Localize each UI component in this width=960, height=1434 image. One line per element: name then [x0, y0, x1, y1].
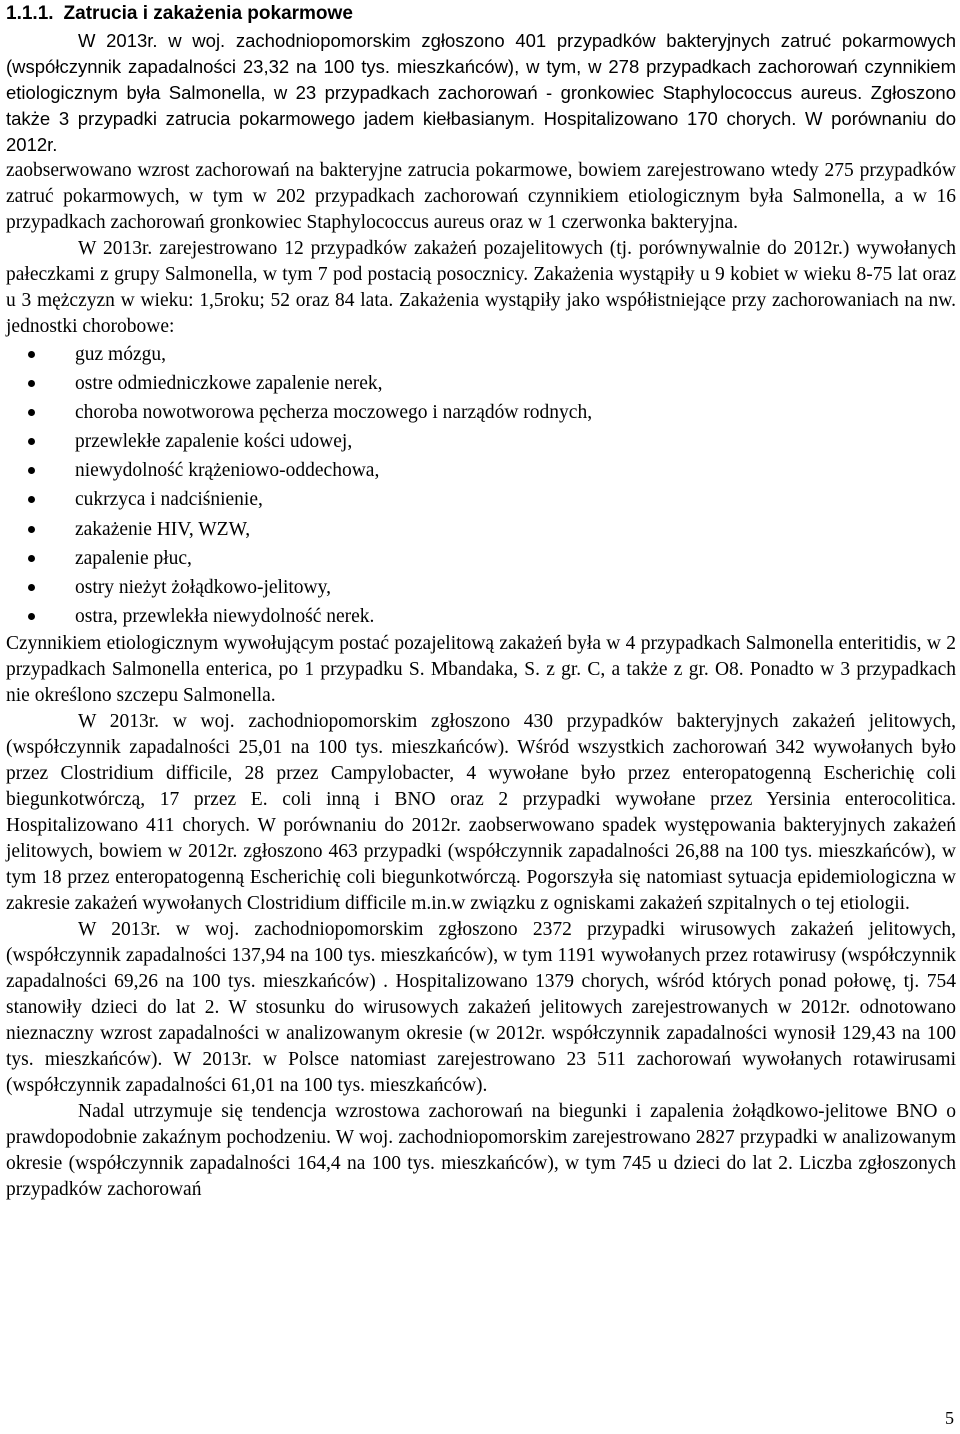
- paragraph-food-poisoning-2013: W 2013r. w woj. zachodniopomorskim zgłoszono 401 przypadków bakteryjnych zatruć pokarmowych (współczynnik zapadalności 23,32 na 100 tys. mieszkańców), w tym, w 278 przypadkach zachorowań czynnikiem etiologicznym była Salmonella, w 23 przypadkach zachorowań - gronkowiec Staphylococcus aureus. Zgłoszono także 3 przypadki zatrucia pokarmowego jadem kiełbasianym. Hospitalizowano 170 chorych. W porównaniu do 2012r.: [6, 29, 956, 155]
- paragraph-food-poisoning-comparison: zaobserwowano wzrost zachorowań na bakteryjne zatrucia pokarmowe, bowiem zarejestrowano wtedy 275 przypadków zatruć pokarmowych, w tym w 202 przypadkach zachorowań czynnikiem etiologicznym była Salmonella, a w 16 przypadkach zachorowań gronkowiec Staphylococcus aureus oraz w 1 czerwonka bakteryjna.: [6, 159, 956, 233]
- page-number: 5: [945, 1408, 954, 1428]
- section-number: 1.1.1.: [6, 3, 54, 24]
- bullet-icon: [28, 526, 35, 533]
- bullet-icon: [28, 467, 35, 474]
- list-item: choroba nowotworowa pęcherza moczowego i narządów rodnych,: [6, 398, 956, 427]
- paragraph-etiology: Czynnikiem etiologicznym wywołującym postać pozajelitową zakażeń była w 4 przypadkach Salmonella enteritidis, w 2 przypadkach Salmonella enterica, po 1 przypadku S. Mbandaka, S. z gr. C, a także z gr. O8. Ponadto w 3 przypadkach nie określono szczepu Salmonella.: [6, 633, 956, 707]
- list-item: zapalenie płuc,: [6, 544, 956, 573]
- bullet-icon: [28, 438, 35, 445]
- list-item: niewydolność krążeniowo-oddechowa,: [6, 456, 956, 485]
- document-body: [6, 28, 956, 1204]
- bullet-icon: [28, 380, 35, 387]
- list-item: przewlekłe zapalenie kości udowej,: [6, 427, 956, 456]
- list-item: ostre odmiedniczkowe zapalenie nerek,: [6, 369, 956, 398]
- bullet-icon: [28, 351, 35, 358]
- section-title: Zatrucia i zakażenia pokarmowe: [63, 3, 353, 24]
- paragraph-bacterial-intestinal-infections: W 2013r. w woj. zachodniopomorskim zgłoszono 430 przypadków bakteryjnych zakażeń jelitowych, (współczynnik zapadalności 25,01 na 100 tys. mieszkańców). Wśród wszystkich zachorowań 342 wywołanych było przez Clostridium difficile, 28 przez Campylobacter, 4 wywołane było przez enteropatogenną Escherichię coli biegunkotwórczą, 17 przez E. coli inną i BNO oraz 2 przypadki wywołane przez Yersinia enterocolitica. Hospitalizowano 411 chorych. W porównaniu do 2012r. zaobserwowano spadek występowania bakteryjnych zakażeń jelitowych, bowiem w 2012r. zgłoszono 463 przypadki (współczynnik zapadalności 26,88 na 100 tys. mieszkańców), w tym 18 przez enteropatogenną Escherichię coli biegunkotwórczą. Pogorszyła się natomiast sytuacja epidemiologiczna w zakresie zakażeń wywołanych Clostridium difficile m.in.w związku z ogniskami zakażeń szpitalnych o tej etiologii.: [6, 711, 956, 915]
- list-item: ostry nieżyt żołądkowo-jelitowy,: [6, 573, 956, 602]
- paragraph-extraintestinal-infections: W 2013r. zarejestrowano 12 przypadków zakażeń pozajelitowych (tj. porównywalnie do 2012r.) wywołanych pałeczkami z grupy Salmonella, w tym 7 pod postacią posocznicy. Zakażenia wystąpiły u 9 kobiet w wieku 8-75 lat oraz u 3 mężczyzn w wieku: 1,5roku; 52 oraz 84 lata. Zakażenia wystąpiły jako współistniejące przy zachorowaniach na nw. jednostki chorobowe:: [6, 237, 956, 337]
- bullet-icon: [28, 613, 35, 620]
- list-item: guz mózgu,: [6, 340, 956, 369]
- disease-list: [6, 340, 956, 632]
- section-heading: [6, 2, 956, 26]
- bullet-icon: [28, 584, 35, 591]
- bullet-icon: [28, 555, 35, 562]
- paragraph-diarrhea-trend: Nadal utrzymuje się tendencja wzrostowa zachorowań na biegunki i zapalenia żołądkowo-jelitowe BNO o prawdopodobnie zakaźnym pochodzeniu. W woj. zachodniopomorskim zarejestrowano 2827 przypadki w analizowanym okresie (współczynnik zapadalności 164,4 na 100 tys. mieszkańców), w tym 745 u dzieci do lat 2. Liczba zgłoszonych przypadków zachorowań: [6, 1101, 956, 1201]
- bullet-icon: [28, 496, 35, 503]
- bullet-icon: [28, 409, 35, 416]
- list-item: cukrzyca i nadciśnienie,: [6, 485, 956, 514]
- list-item: ostra, przewlekła niewydolność nerek.: [6, 602, 956, 631]
- paragraph-viral-intestinal-infections: W 2013r. w woj. zachodniopomorskim zgłoszono 2372 przypadki wirusowych zakażeń jelitowych, (współczynnik zapadalności 137,94 na 100 tys. mieszkańców), w tym 1191 wywołanych przez rotawirusy (współczynnik zapadalności 69,26 na 100 tys. mieszkańców) . Hospitalizowano 1379 chorych, wśród których ponad połowę, tj. 754 stanowiły dzieci do lat 2. W stosunku do wirusowych zakażeń jelitowych zarejestrowanych w 2012r. odnotowano nieznaczny wzrost zapadalności w analizowanym okresie (w 2012r. współczynnik zapadalności wynosił 129,43 na 100 tys. mieszkańców). W 2013r. w Polsce natomiast zarejestrowano 23 511 zachorowań wywołanych rotawirusami (współczynnik zapadalności 61,01 na 100 tys. mieszkańców).: [6, 919, 956, 1097]
- list-item: zakażenie HIV, WZW,: [6, 515, 956, 544]
